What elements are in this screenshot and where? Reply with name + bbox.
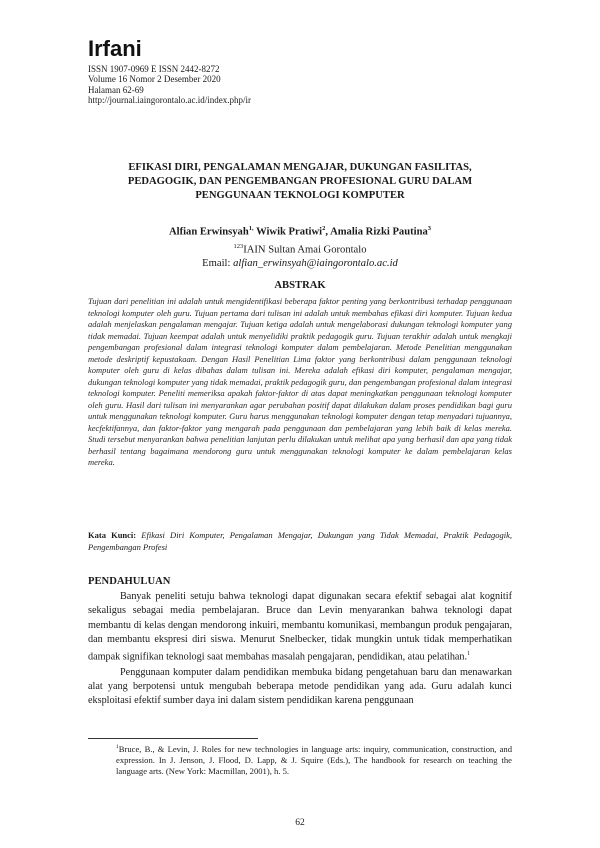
email-label: Email:	[202, 258, 231, 270]
author-block	[80, 222, 520, 271]
footnote-number: 1	[116, 744, 119, 750]
abstract-heading: ABSTRAK	[274, 280, 326, 291]
affiliation	[80, 240, 520, 258]
footnote-content	[88, 742, 512, 777]
intro-paragraph-1	[88, 590, 512, 665]
volume-info: Volume 16 Nomor 2 Desember 2020	[88, 74, 221, 85]
author-3: Amalia Rizki Pautina	[330, 226, 428, 238]
keywords	[88, 530, 512, 554]
title-line-1: EFIKASI DIRI, PENGALAMAN MENGAJAR, DUKUNGAN FASILITAS,	[128, 162, 472, 173]
intro-paragraph-2	[88, 666, 512, 709]
author-email[interactable]: alfian_erwinsyah@iaingorontalo.ac.id	[233, 258, 398, 270]
author-names: Alfian Erwinsyah$^{1,}$ Wiwik Pratiwi$^2$, Amalia Rizki Pautina$^3$	[168, 225, 432, 238]
abstract-body: Tujuan dari penelitian ini adalah untuk mengidentifikasi beberapa faktor penting yang berkontribusi terhadap penggunaan teknologi komputer oleh guru. Tujuan pertama dari tulisan ini adalah untuk membahas efikasi diri komputer. Tujuan kedua adalah menjelaskan pengalaman mengajar. Tujuan ketiga adalah untuk mengelaborasi dukungan teknologi komputer yang tidak memadai. Tujuan keempat adalah untuk menyelidiki praktik pedagogik guru. Tujuan terakhir adalah untuk mengkaji pengembangan profesional dalam integrasi teknologi komputer dalam pembelajaran. Metode Penelitian menggunakan metode deskriptif kepustakaan. Dengan Hasil Penelitian Lima faktor yang berkontribusi dalam penggunaan teknologi komputer oleh guru di kelas dibahas dalam tulisan ini. Mereka adalah efikasi diri komputer, pengalaman mengajar, dukungan teknologi komputer yang tidak memadai, praktik pedagogik guru, dan pengembangan profesional dalam integrasi teknologi komputer. Peneliti memeriksa apakah faktor-faktor di atas dapat meningkatkan penggunaan teknologi komputer oleh guru. Hasil dari tulisan ini menyarankan agar perubahan positif dapat dilakukan dalam proses pendidikan bagi guru untuk menggunakan teknologi komputer. Guru harus menggunakan teknologi komputer dengan tetap menyadari tujuannya, kecfektifannya, dan faktor-faktor yang mengarah pada penggunaan dan pembelajaran yang lebih baik di kelas mereka. Studi tersebut menyarankan bahwa penelitian lanjutan perlu dilakukan untuk melihat apa yang berhasil dan apa yang tidak berhasil tentang bagaimana mendorong guru untuk menggunakan teknologi komputer ke dalam pembelajaran kelas mereka.	[88, 296, 512, 467]
footnote-ref-1[interactable]: 1	[467, 651, 471, 658]
affiliation-sup: 123	[233, 242, 244, 250]
journal-metadata	[88, 64, 251, 105]
paper-title	[80, 161, 520, 203]
author-3-sup: 3	[427, 225, 432, 232]
affiliation-name: IAIN Sultan Amai Gorontalo	[243, 244, 367, 256]
page-range: Halaman 62-69	[88, 84, 144, 95]
author-2-sup: 2	[322, 225, 326, 232]
page-number: 62	[295, 818, 305, 828]
journal-url[interactable]: http://journal.iaingorontalo.ac.id/index.php/ir	[88, 94, 251, 105]
footnote-text: Bruce, B., & Levin, J. Roles for new technologies in language arts: inquiry, communication, construction, and expression. In J. Jenson, J. Flood, D. Lapp, & J. Squire (Eds.), The handbook for research on teaching the language arts. (New York: Macmillan, 2001), h. 5.	[116, 743, 512, 776]
footnote-1	[88, 742, 512, 777]
title-line-3: PENGGUNAAN TEKNOLOGI KOMPUTER	[195, 190, 405, 201]
intro-p2-text: Penggunaan komputer dalam pendidikan membuka bidang pengetahuan baru dan menawarkan alat yang berpotensi untuk mengubah beberapa metode pendidikan yang ada. Guru adalah kunci eksploitasi efektif sumber daya ini dalam sistem pendidikan karena penggunaan	[88, 666, 512, 707]
journal-name: Irfani	[88, 36, 142, 61]
intro-p1-text: Banyak peneliti setuju bahwa teknologi dapat digunakan secara efektif sebagai alat kognitif sekaligus sebagai media pembelajaran. Bruce dan Levin menyarankan bahwa teknologi dapat membantu di kelas dengan mendorong inkuiri, membantu komunikasi, membangun produk pengajaran, dan membantu ekspresi diri siswa. Menurut Snelbecker, tidak mungkin untuk tidak memperhatikan dampak signifikan teknologi saat membahas masalah pengajaran, pendidikan, atau pelatihan.	[88, 591, 512, 663]
author-1-sup: 1,	[248, 225, 254, 232]
email-line	[80, 257, 520, 271]
keywords-text: Efikasi Diri Komputer, Pengalaman Mengajar, Dukungan yang Tidak Memadai, Praktik Pedagogik, Pengembangan Profesi	[88, 530, 512, 552]
section-heading-introduction: PENDAHULUAN	[88, 576, 171, 587]
introduction-body	[88, 590, 512, 710]
title-line-2: PEDAGOGIK, DAN PENGEMBANGAN PROFESIONAL GURU DALAM	[127, 176, 473, 187]
author-2: Wiwik Pratiwi	[256, 226, 323, 238]
author-1: Alfian Erwinsyah	[168, 226, 249, 238]
issn: ISSN 1907-0969 E ISSN 2442-8272	[88, 64, 220, 74]
keywords-label: Kata Kunci:	[88, 530, 137, 540]
footnote-divider	[88, 738, 258, 739]
